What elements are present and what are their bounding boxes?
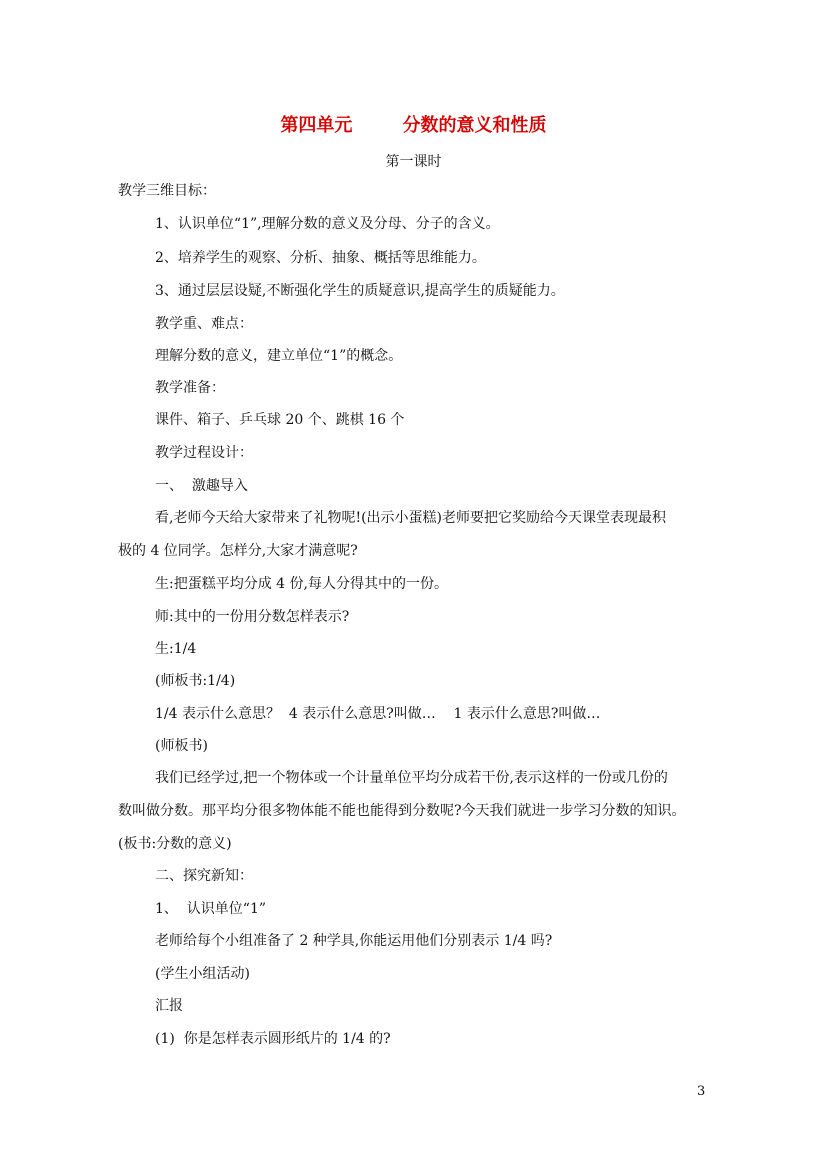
text-line: 教学过程设计： (155, 445, 253, 461)
text-line: 数叫做分数。那平均分很多物体能不能也能得到分数呢?今天我们就进一步学习分数的知识。 (118, 803, 686, 819)
text-line: 汇报 (155, 998, 183, 1014)
text-line: 老师给每个小组准备了 2 种学具,你能运用他们分别表示 1/4 吗? (155, 933, 553, 949)
text-line: 我们已经学过,把一个物体或一个计量单位平均分成若干份,表示这样的一份或几份的 (155, 770, 668, 786)
text-line: 二、探究新知： (155, 868, 253, 884)
text-line: (师板书) (155, 738, 208, 754)
text-line: 生:把蛋糕平均分成 4 份,每人分得其中的一份。 (155, 576, 448, 592)
text-line: 理解分数的意义，建立单位“1”的概念。 (155, 348, 403, 364)
text-line: (1) 你是怎样表示圆形纸片的 1/4 的? (155, 1031, 391, 1047)
text-line: 3、通过层层设疑,不断强化学生的质疑意识,提高学生的质疑能力。 (155, 283, 565, 299)
text-line: 教学三维目标： (118, 183, 216, 199)
text-line: 教学重、难点： (155, 316, 253, 332)
text-line: 极的 4 位同学。怎样分,大家才满意呢? (118, 543, 358, 559)
page-title: 第四单元 分数的意义和性质 (280, 115, 547, 136)
text-line: 1、 认识单位“1” (155, 901, 267, 917)
text-line: 2、培养学生的观察、分析、抽象、概括等思维能力。 (155, 250, 486, 266)
lesson-subtitle: 第一课时 (385, 154, 442, 170)
text-line: 1/4 表示什么意思？ 4 表示什么意思?叫做… 1 表示什么意思?叫做… (155, 706, 601, 722)
page-number: 3 (697, 1084, 706, 1099)
text-line: 生:1/4 (155, 641, 197, 657)
text-line: (师板书:1/4) (155, 673, 236, 689)
text-line: 看,老师今天给大家带来了礼物呢!(出示小蛋糕)老师要把它奖励给今天课堂表现最积 (155, 510, 666, 526)
text-line: (学生小组活动) (155, 966, 250, 982)
text-line: 师:其中的一份用分数怎样表示? (155, 609, 350, 625)
text-line: (板书:分数的意义) (118, 836, 232, 852)
text-line: 一、 激趣导入 (155, 478, 248, 494)
text-line: 教学准备： (155, 380, 225, 396)
text-line: 课件、箱子、乒乓球 20 个、跳棋 16 个 (155, 412, 405, 428)
text-line: 1、认识单位“1”,理解分数的意义及分母、分子的含义。 (155, 216, 500, 232)
